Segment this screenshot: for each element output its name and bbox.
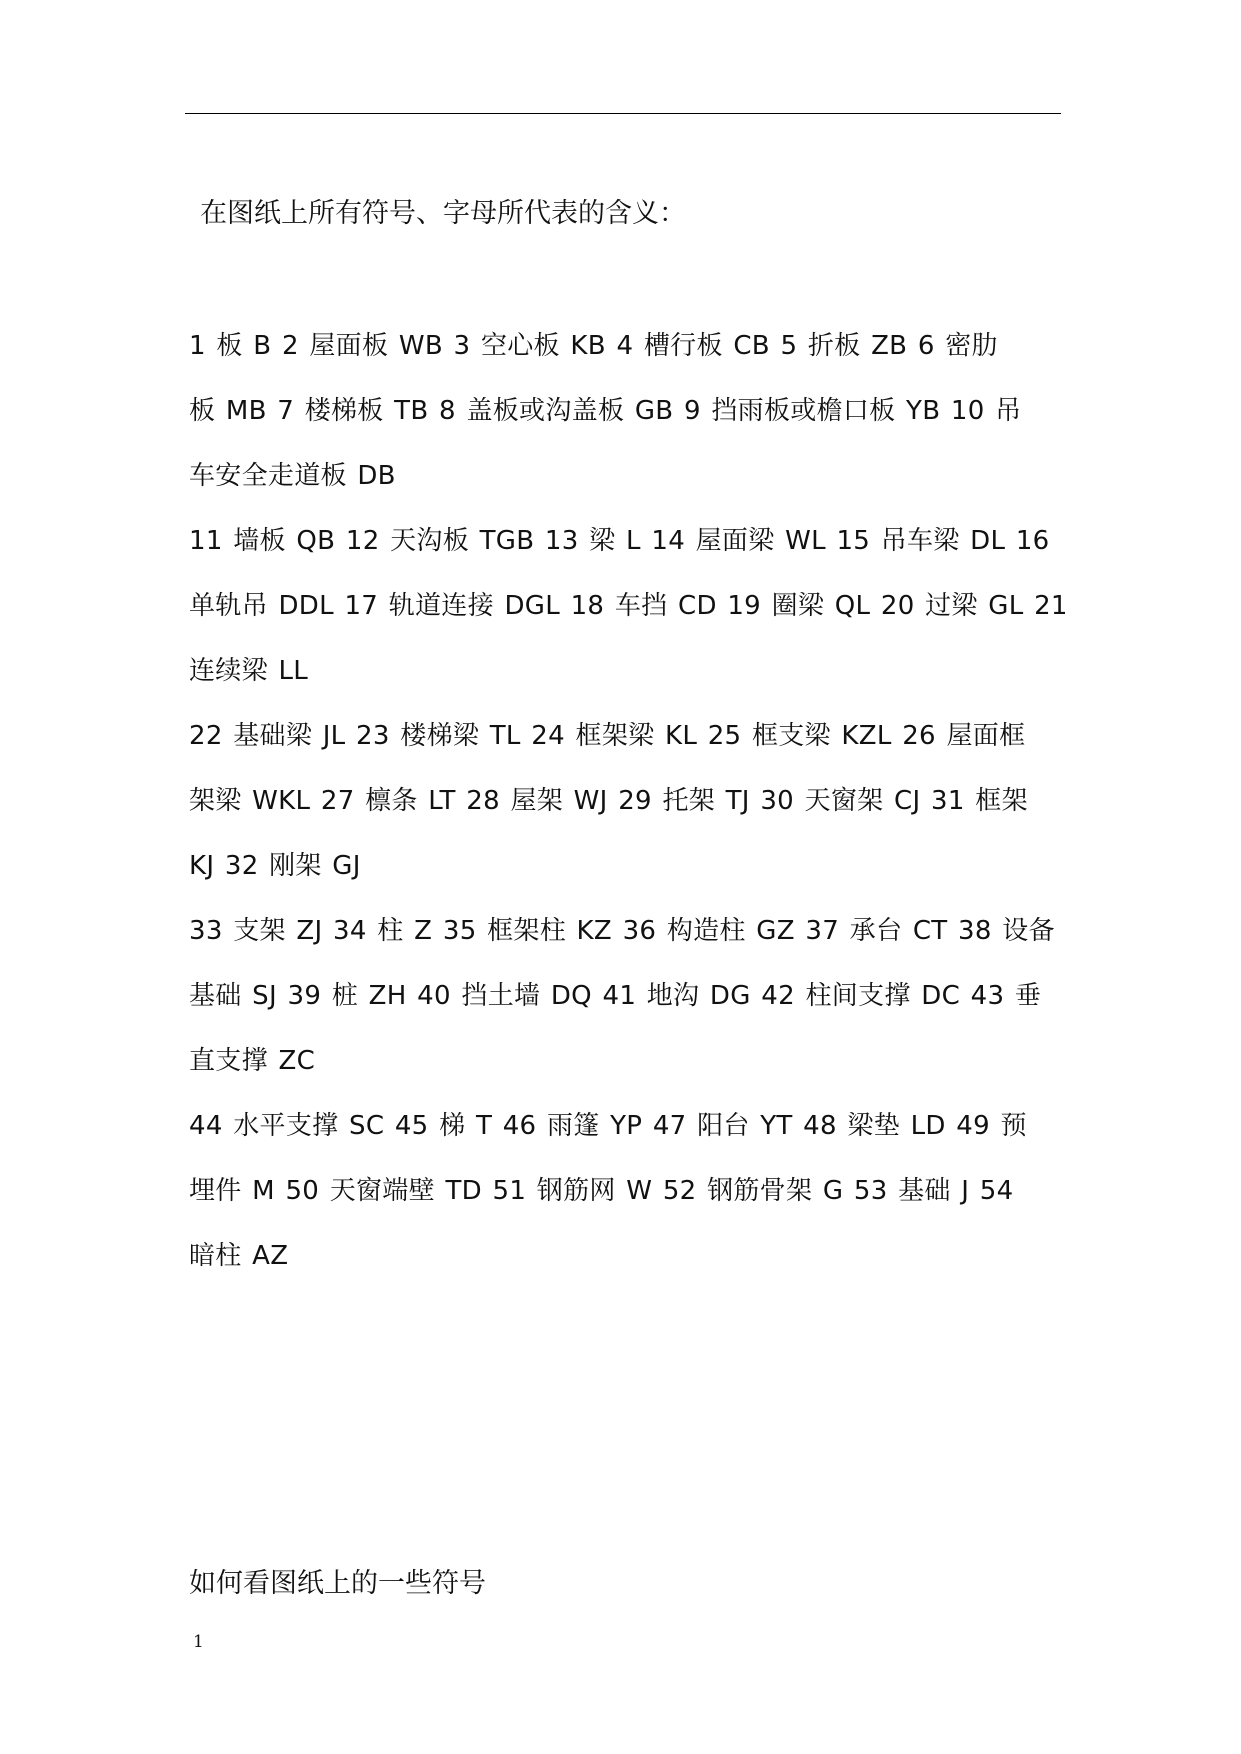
text-line: KJ 32 刚架 GJ <box>189 851 361 881</box>
text-line: 33 支架 ZJ 34 柱 Z 35 框架柱 KZ 36 构造柱 GZ 37 承台 CT 38 设备 <box>189 916 1055 946</box>
text-line: 直支撑 ZC <box>189 1046 316 1076</box>
text-line: 板 MB 7 楼梯板 TB 8 盖板或沟盖板 GB 9 挡雨板或檐口板 YB 10 吊 <box>189 396 1022 426</box>
page-number: 1 <box>193 1632 204 1652</box>
intro-heading: 在图纸上所有符号、字母所代表的含义： <box>200 198 686 229</box>
text-line: 基础 SJ 39 桩 ZH 40 挡土墙 DQ 41 地沟 DG 42 柱间支撑 DC 43 垂 <box>189 981 1042 1011</box>
text-line: 22 基础梁 JL 23 楼梯梁 TL 24 框架梁 KL 25 框支梁 KZL 26 屋面框 <box>189 721 1026 751</box>
text-line: 连续梁 LL <box>189 656 309 686</box>
header-rule <box>185 113 1061 114</box>
text-line: 单轨吊 DDL 17 轨道连接 DGL 18 车挡 CD 19 圈梁 QL 20 过梁 GL 21 <box>189 591 1068 621</box>
text-line: 车安全走道板 DB <box>189 461 396 491</box>
text-line: 11 墙板 QB 12 天沟板 TGB 13 梁 L 14 屋面梁 WL 15 吊车梁 DL 16 <box>189 526 1050 556</box>
text-line: 1 板 B 2 屋面板 WB 3 空心板 KB 4 槽行板 CB 5 折板 ZB 6 密肋 <box>189 331 998 361</box>
text-line: 暗柱 AZ <box>189 1241 289 1271</box>
text-line: 架梁 WKL 27 檩条 LT 28 屋架 WJ 29 托架 TJ 30 天窗架 CJ 31 框架 <box>189 786 1028 816</box>
symbol-list <box>189 326 1069 1301</box>
text-line: 埋件 M 50 天窗端壁 TD 51 钢筋网 W 52 钢筋骨架 G 53 基础 J 54 <box>189 1176 1014 1206</box>
section-heading: 如何看图纸上的一些符号 <box>189 1568 486 1599</box>
text-line: 44 水平支撑 SC 45 梯 T 46 雨篷 YP 47 阳台 YT 48 梁垫 LD 49 预 <box>189 1111 1027 1141</box>
